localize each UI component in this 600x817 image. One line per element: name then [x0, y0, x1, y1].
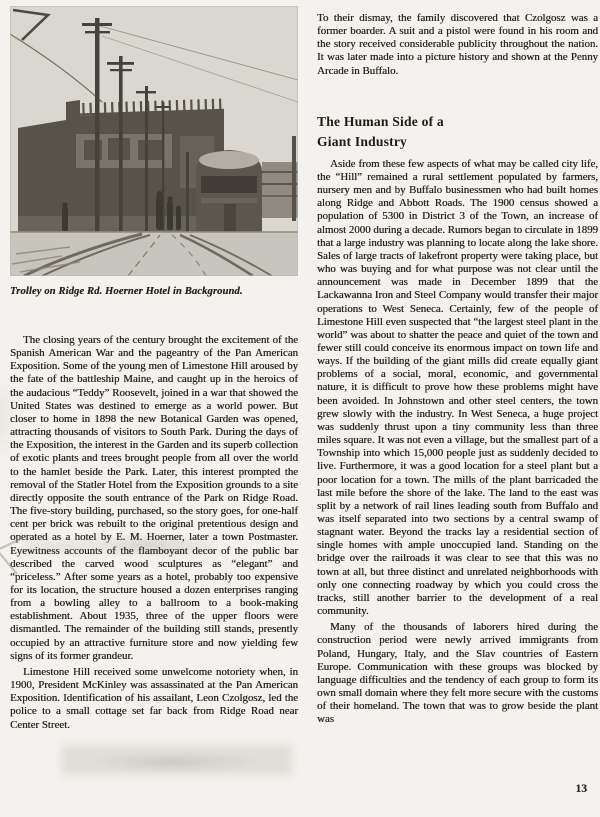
photo-caption: Trolley on Ridge Rd. Hoerner Hotel in Background.: [10, 286, 243, 297]
paragraph-czolgosz-boarder: To their dismay, the family discovered that Czolgosz was a former boarder. A suit and a pistol were found in his room and the story received considerable publicity throughout the nation. It was later made into a picture history and shown at the Penny Arcade in Buffalo.: [317, 12, 598, 77]
paragraph-closing-years: The closing years of the century brought the excitement of the Spanish American War and the pageantry of the Pan American Exposition. Some of the young men of Limestone Hill aroused by the fate of the battleship Maine, and caught up in the heroics of the audacious “Teddy” Roosevelt, joined in a war that showed the United States was destined to emerge as a world power. But closer to home in 1898 the new Botanical Garden was opened, attracting thousands of visitors to South Park. During the days of the Exposition, the interest in the Garden and its superb collection of exotic plants and trees brought people from all over the world to the hamlet beside the Park. Later, this interest prompted the removal of the Statler Hotel from the Exposition grounds to a site directly opposite the south entrance of the Park on Ridge Road. The five-story building, purchased, so the story goes, for one-half cent per brick was rebuilt to the original pretentious design and operated as a hotel by E. M. Hoerner, later a town Postmaster. Eyewitness accounts of the flamboyant decor of the public bar described the carved wood sculptures as “elegant” and “priceless.” After some years as a hotel, probably too expensive for its location, the structure housed a dozen enterprises ranging from a bowling alley to a ballroom to a book-making establishment. About 1935, three of the upper floors were dismantled. The remainder of the building still stands, presently occupied by an attractive furniture store and now yielding few signs of its former grandeur.: [10, 334, 298, 662]
paragraph-laborers: Many of the thousands of laborers hired during the construction period were newly arrived immigrants from Poland, Hungary, Italy, and the Slav countries of Eastern Europe. Communication with these groups was blocked by language difficulties and the tendency of each group to form its own small domain where they felt more secure with the customs of their homeland. The town that was to grow beside the plant was: [317, 621, 598, 726]
photo-figure: [10, 6, 298, 297]
road: [10, 232, 298, 276]
scan-smudge: [62, 745, 292, 775]
section-heading: [317, 112, 598, 152]
right-column: [317, 12, 598, 727]
section-heading-line2: Giant Industry: [317, 133, 408, 149]
paragraph-notoriety: Limestone Hill received some unwelcome notoriety when, in 1900, President McKinley was assassinated at the Pan American Exposition. Identification of his assailant, Leon Czolgosz, led the police to a small cottage set far back from Ridge Road near Center Street.: [10, 665, 298, 731]
page-number: 13: [575, 783, 587, 795]
section-heading-line1: The Human Side of a: [317, 113, 444, 129]
left-column: [10, 6, 298, 732]
trolley-photo: [10, 6, 298, 276]
scan-margin-mark: [0, 536, 25, 576]
paragraph-hill-rural: Aside from these few aspects of what may be called city life, the “Hill” remained a rural settlement populated by farmers, nursery men and by Buffalo businessmen who had built homes along Ridge and Abbott Roads. The 1900 census showed a population of 5300 in District 3 of the Town, an increase of almost 2000 during a decade. Rumors began to circulate in 1899 that a large industry was planning to locate along the lake shore. Sales of large tracts of lakefront property were taking place, but who was buying and for what purpose was not clear until the announcement was made in December 1899 that the Lackawanna Iron and Steel Company would transfer their major operations to West Seneca. Certainly, few of the people of Limestone Hill even suspected that “the largest steel plant in the world” was about to shatter the peace and quiet of the town and fewer still could conceive its enormous impact on town life and ways. If the building of the giant mills did create equally giant problems of a social, moral, economic, and governmental nature, it is difficult to prove how these problems might have been avoided. In Johnstown and other steel centers, the town grew slowly with the industry. In West Seneca, a huge project was suddenly thrust upon a tiny community less than three miles square. It was not even a village, but the smallest part of a Township into which 15,000 people just as suddenly decided to live. Furthermore, it was a good location for a steel plant but a poor location for a town. The mills of the plant barricaded the last mile before the shore of the lake. The land to the east was split by a network of rail lines leading south from Buffalo and was itself separated into two sections by a central swamp of stagnant water. Beyond the tracks lay a residential section of single homes with ample unoccupied land. Standing on the bridge over the railroads it was clear to see that this was no town at all, but three distinct and unrelated neighborhoods with only one connecting roadway by which you could cross the tracks, still another barrier to the development of a real community.: [317, 157, 598, 618]
trolley-car: [196, 150, 262, 232]
